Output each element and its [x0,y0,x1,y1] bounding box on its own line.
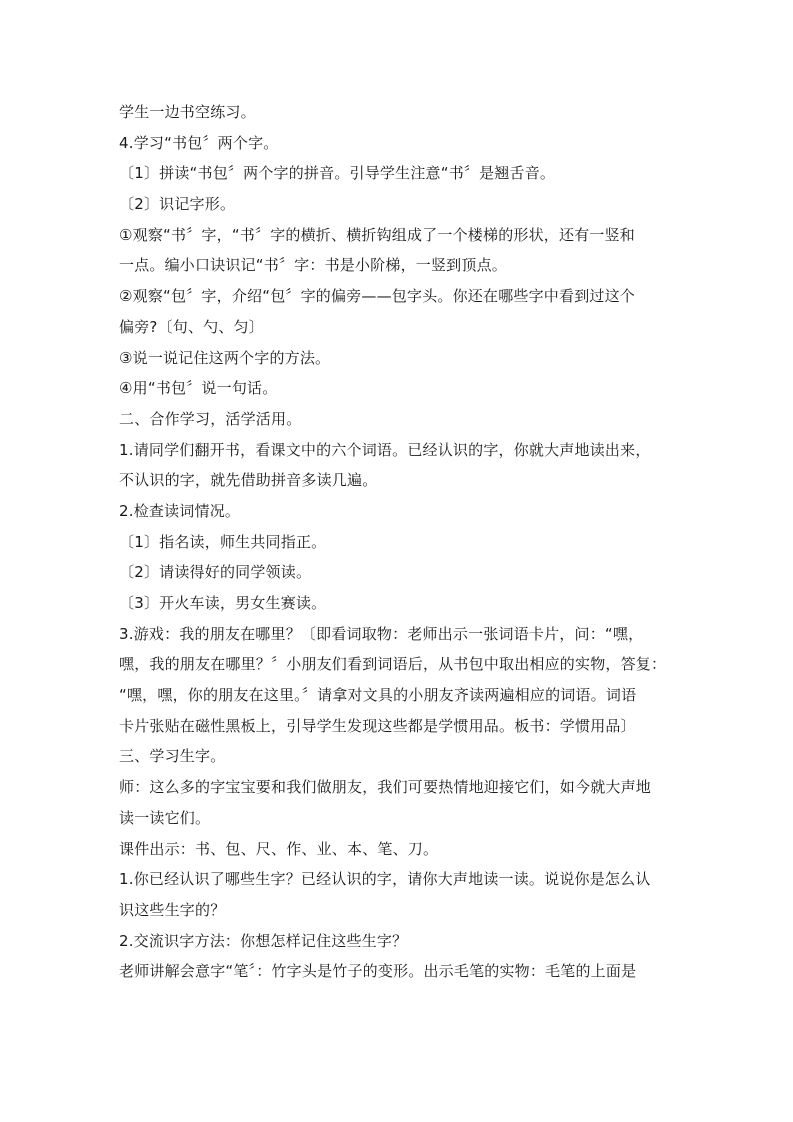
text-line: 1.请同学们翻开书，看课文中的六个词语。已经认识的字，你就大声地读出来， [119,440,651,459]
text-line: ③说一说记住这两个字的方法。 [119,348,331,367]
text-line: 学生一边书空练习。 [119,103,256,121]
section-heading: 二、合作学习，活学活用。 [119,409,302,428]
text-line: 识这些生字的？ [119,900,226,919]
section-heading: 4.学习“书包〞两个字。 [119,133,279,152]
text-line: 偏旁?〔句、勺、匀〕 [119,317,264,336]
text-line: 2.检查读词情况。 [119,501,241,520]
text-line: ④用“书包〞说一句话。 [119,379,278,398]
text-line: 卡片张贴在磁性黑板上，引导学生发现这些都是学惯用品。板书：学惯用品〕 [119,716,636,735]
text-line: 课件出示：书、包、尺、作、业、本、笔、刀。 [119,839,439,858]
text-line: 师：这么多的字宝宝要和我们做朋友，我们可要热情地迎接它们，如今就大声地 [119,778,652,797]
text-line: 〔2〕识记字形。 [119,195,236,214]
text-line: 2.交流识字方法：你想怎样记住这些生字？ [119,931,408,950]
text-line: 〔3〕开火车读，男女生赛读。 [119,594,327,612]
text-line: “嘿，嘿，你的朋友在这里。〞请拿对文具的小朋友齐读两遍相应的词语。词语 [119,686,637,705]
text-line: 嘿，我的朋友在哪里？〞小朋友们看到词语后，从书包中取出相应的实物，答复： [119,655,667,674]
text-line: 一点。编小口诀识记“书〞字：书是小阶梯，一竖到顶点。 [119,256,507,275]
section-heading: 三、学习生字。 [119,747,226,766]
text-line: 老师讲解会意字“笔〞：竹字头是竹子的变形。出示毛笔的实物：毛笔的上面是 [119,962,637,981]
text-line: 3.游戏：我的朋友在哪里？〔即看词取物：老师出示一张词语卡片，问：“嘿， [119,624,644,643]
text-line: 读一读它们。 [119,808,211,827]
text-line: 〔1〕拼读“书包〞两个字的拼音。引导学生注意“书〞是翘舌音。 [119,164,556,183]
document-body [119,97,679,987]
text-line: ①观察“书〞字，“书〞字的横折、横折钩组成了一个楼梯的形状，还有一竖和 [119,225,635,244]
text-line: 1.你已经认识了哪些生字？已经认识的字，请你大声地读一读。说说你是怎么认 [119,870,651,889]
text-line: 〔1〕指名读，师生共同指正。 [119,532,327,551]
text-line: 〔2〕请读得好的同学领读。 [119,563,312,582]
text-line: ②观察“包〞字，介绍“包〞字的偏旁——包字头。你还在哪些字中看到过这个 [119,287,635,306]
text-line: 不认识的字，就先借助拼音多读几遍。 [119,471,378,490]
